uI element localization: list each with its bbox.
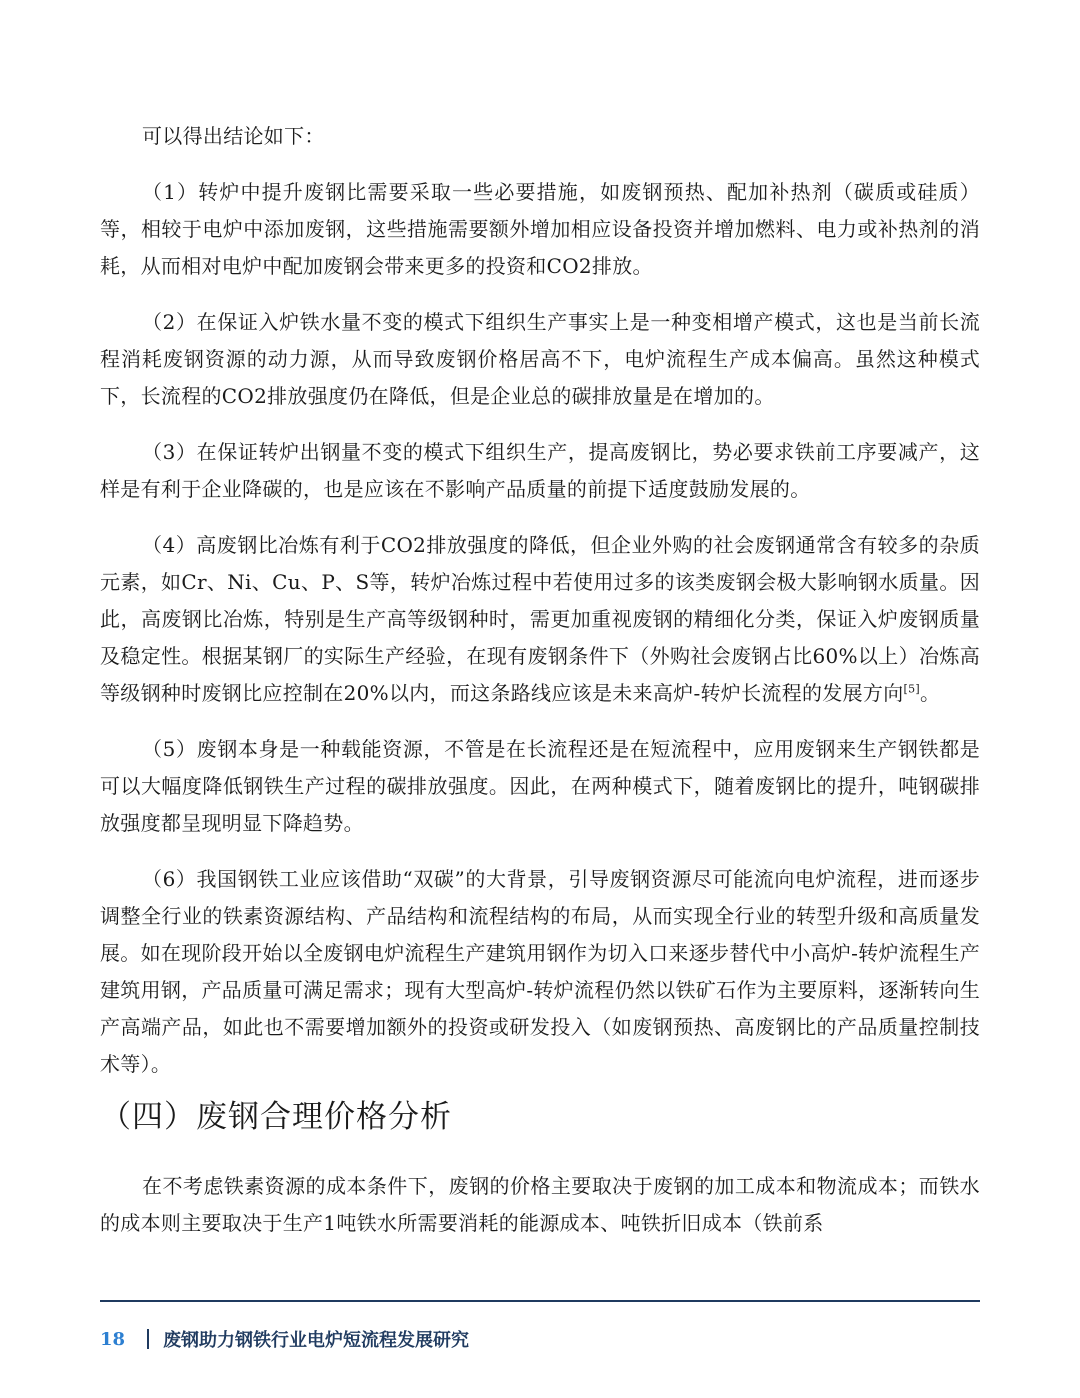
conclusion-paragraph-6 [100,861,980,1083]
conclusion-text: 高废钢比冶炼有利于CO2排放强度的降低，但企业外购的社会废钢通常含有较多的杂质元素，如Cr、Ni、Cu、P、S等，转炉冶炼过程中若使用过多的该类废钢会极大影响钢水质量。因此，高废钢比冶炼，特别是生产高等级钢种时，需更加重视废钢的精细化分类，保证入炉废钢质量及稳定性。根据某钢厂的实际生产经验，在现有废钢条件下（外购社会废钢占比60%以上）冶炼高等级钢种时废钢比应控制在20%以内，而这条路线应该是未来高炉-转炉长流程的发展方向 [100,533,981,705]
conclusion-text: 我国钢铁工业应该借助“双碳”的大背景，引导废钢资源尽可能流向电炉流程，进而逐步调整全行业的铁素资源结构、产品结构和流程结构的布局，从而实现全行业的转型升级和高质量发展。如在现阶段开始以全废钢电炉流程生产建筑用钢作为切入口来逐步替代中小高炉-转炉流程生产建筑用钢，产品质量可满足需求；现有大型高炉-转炉流程仍然以铁矿石作为主要原料，逐渐转向生产高端产品，如此也不需要增加额外的投资或研发投入（如废钢预热、高废钢比的产品质量控制技术等）。 [100,867,981,1076]
conclusion-paragraph-2 [100,304,980,415]
conclusion-label: （3） [142,440,197,464]
conclusion-label: （6） [142,867,197,891]
section-paragraph: 在不考虑铁素资源的成本条件下，废钢的价格主要取决于废钢的加工成本和物流成本；而铁水的成本则主要取决于生产1吨铁水所需要消耗的能源成本、吨铁折旧成本（铁前系 [100,1174,980,1235]
conclusion-text: 转炉中提升废钢比需要采取一些必要措施，如废钢预热、配加补热剂（碳质或硅质）等，相较于电炉中添加废钢，这些措施需要额外增加相应设备投资并增加燃料、电力或补热剂的消耗，从而相对电炉中配加废钢会带来更多的投资和CO2排放。 [100,180,980,278]
document-title: 废钢助力钢铁行业电炉短流程发展研究 [163,1330,470,1351]
conclusion-paragraph-4 [100,527,980,712]
conclusion-text: 在保证转炉出钢量不变的模式下组织生产，提高废钢比，势必要求铁前工序要减产，这样是有利于企业降碳的，也是应该在不影响产品质量的前提下适度鼓励发展的。 [100,440,981,501]
footer-divider [100,1300,980,1302]
conclusion-paragraph-5 [100,731,980,842]
section-body [100,1168,980,1261]
conclusion-paragraph-1 [100,174,980,285]
intro-paragraph: 可以得出结论如下： [142,124,325,148]
conclusion-label: （4） [142,533,197,557]
conclusion-paragraph-3 [100,434,980,508]
conclusion-text: 在保证入炉铁水量不变的模式下组织生产事实上是一种变相增产模式，这也是当前长流程消耗废钢资源的动力源，从而导致废钢价格居高不下，电炉流程生产成本偏高。虽然这种模式下，长流程的CO2排放强度仍在降低，但是企业总的碳排放量是在增加的。 [100,310,981,408]
page-footer [100,1324,469,1354]
reference-citation[interactable]: [5] [903,682,920,696]
conclusion-label: （2） [142,310,197,334]
conclusion-label: （5） [142,737,197,761]
conclusion-text: 废钢本身是一种载能资源，不管是在长流程还是在短流程中，应用废钢来生产钢铁都是可以大幅度降低钢铁生产过程的碳排放强度。因此，在两种模式下，随着废钢比的提升，吨钢碳排放强度都呈现明显下降趋势。 [100,737,981,835]
section-heading: （四）废钢合理价格分析 [100,1099,452,1135]
footer-separator [147,1329,149,1349]
conclusion-label: （1） [142,180,199,204]
page-number: 18 [100,1328,126,1350]
conclusions-block [100,118,980,1102]
conclusion-tail: 。 [920,681,941,705]
